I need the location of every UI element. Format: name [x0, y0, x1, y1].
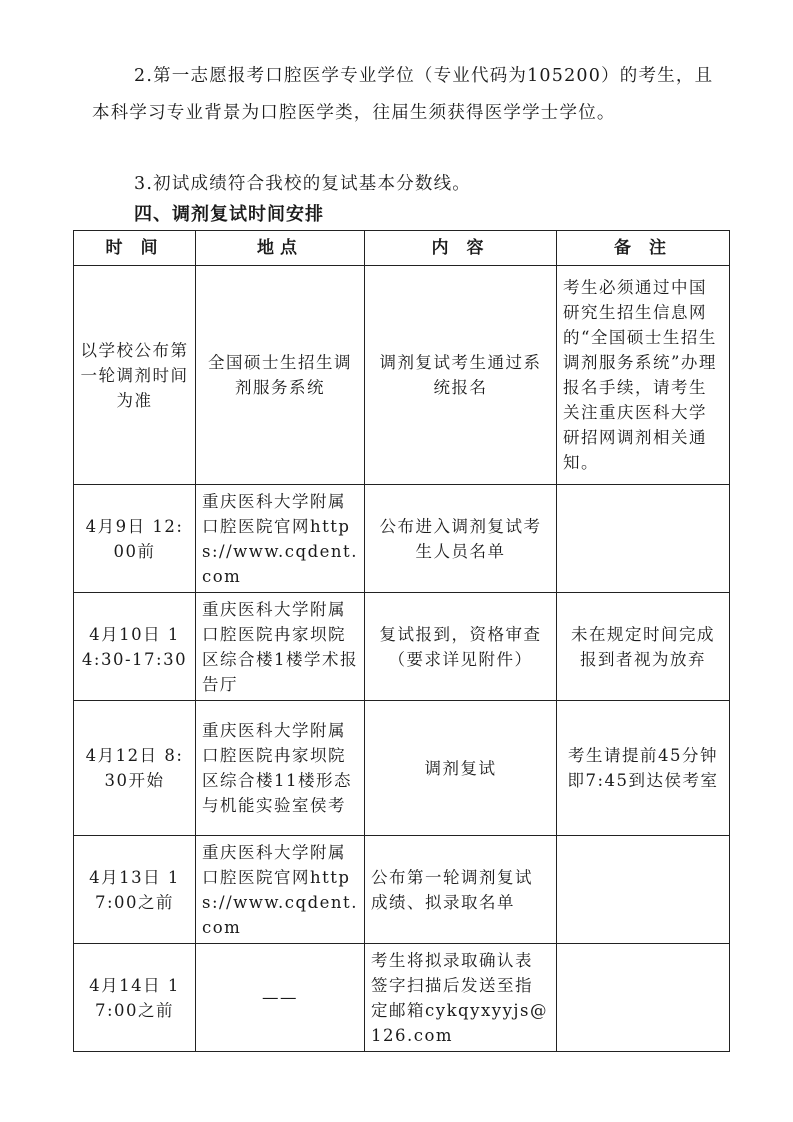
header-note: 备 注 [557, 231, 730, 266]
table-row [74, 266, 730, 485]
table-row [74, 836, 730, 944]
table-row [74, 944, 730, 1052]
note-cell: 未在规定时间完成报到者视为放弃 [557, 593, 730, 701]
header-place: 地点 [196, 231, 365, 266]
note-cell: 考生必须通过中国研究生招生信息网的“全国硕士生招生调剂服务系统”办理报名手续，请考生关注重庆医科大学研招网调剂相关通知。 [557, 266, 730, 485]
table-row [74, 593, 730, 701]
content-cell: 公布第一轮调剂复试成绩、拟录取名单 [365, 836, 557, 944]
time-cell: 4月12日 8:30开始 [74, 701, 196, 836]
place-cell: 重庆医科大学附属口腔医院冉家坝院区综合楼1楼学术报告厅 [196, 593, 365, 701]
time-cell: 4月9日 12:00前 [74, 485, 196, 593]
time-cell: 以学校公布第一轮调剂时间为准 [74, 266, 196, 485]
header-content: 内 容 [365, 231, 557, 266]
schedule-table [73, 230, 730, 1052]
content-cell: 调剂复试考生通过系统报名 [365, 266, 557, 485]
table-row [74, 485, 730, 593]
content-cell: 复试报到，资格审查（要求详见附件） [365, 593, 557, 701]
content-cell: 考生将拟录取确认表签字扫描后发送至指定邮箱cykqyxyyjs@126.com [365, 944, 557, 1052]
content-cell: 调剂复试 [365, 701, 557, 836]
note-cell: 考生请提前45分钟即7:45到达侯考室 [557, 701, 730, 836]
requirement-text-3: 3.初试成绩符合我校的复试基本分数线。 [134, 174, 471, 194]
place-cell: 重庆医科大学附属口腔医院官网https://www.cqdent.com [196, 836, 365, 944]
time-cell: 4月13日 17:00之前 [74, 836, 196, 944]
content-cell: 公布进入调剂复试考生人员名单 [365, 485, 557, 593]
time-cell: 4月10日 14:30-17:30 [74, 593, 196, 701]
place-cell: 全国硕士生招生调剂服务系统 [196, 266, 365, 485]
place-cell: —— [196, 944, 365, 1052]
note-cell [557, 944, 730, 1052]
table-row [74, 701, 730, 836]
requirement-paragraph-2 [92, 58, 718, 132]
note-cell [557, 836, 730, 944]
note-cell [557, 485, 730, 593]
header-time: 时 间 [74, 231, 196, 266]
requirement-text-2: 2.第一志愿报考口腔医学专业学位（专业代码为105200）的考生，且本科学习专业背景为口腔医学类，往届生须获得医学学士学位。 [92, 66, 714, 123]
requirement-paragraph-3 [92, 166, 718, 203]
time-cell: 4月14日 17:00之前 [74, 944, 196, 1052]
place-cell: 重庆医科大学附属口腔医院官网https://www.cqdent.com [196, 485, 365, 593]
section-heading: 四、调剂复试时间安排 [134, 204, 324, 225]
table-header-row [74, 231, 730, 266]
place-cell: 重庆医科大学附属口腔医院冉家坝院区综合楼11楼形态与机能实验室侯考 [196, 701, 365, 836]
